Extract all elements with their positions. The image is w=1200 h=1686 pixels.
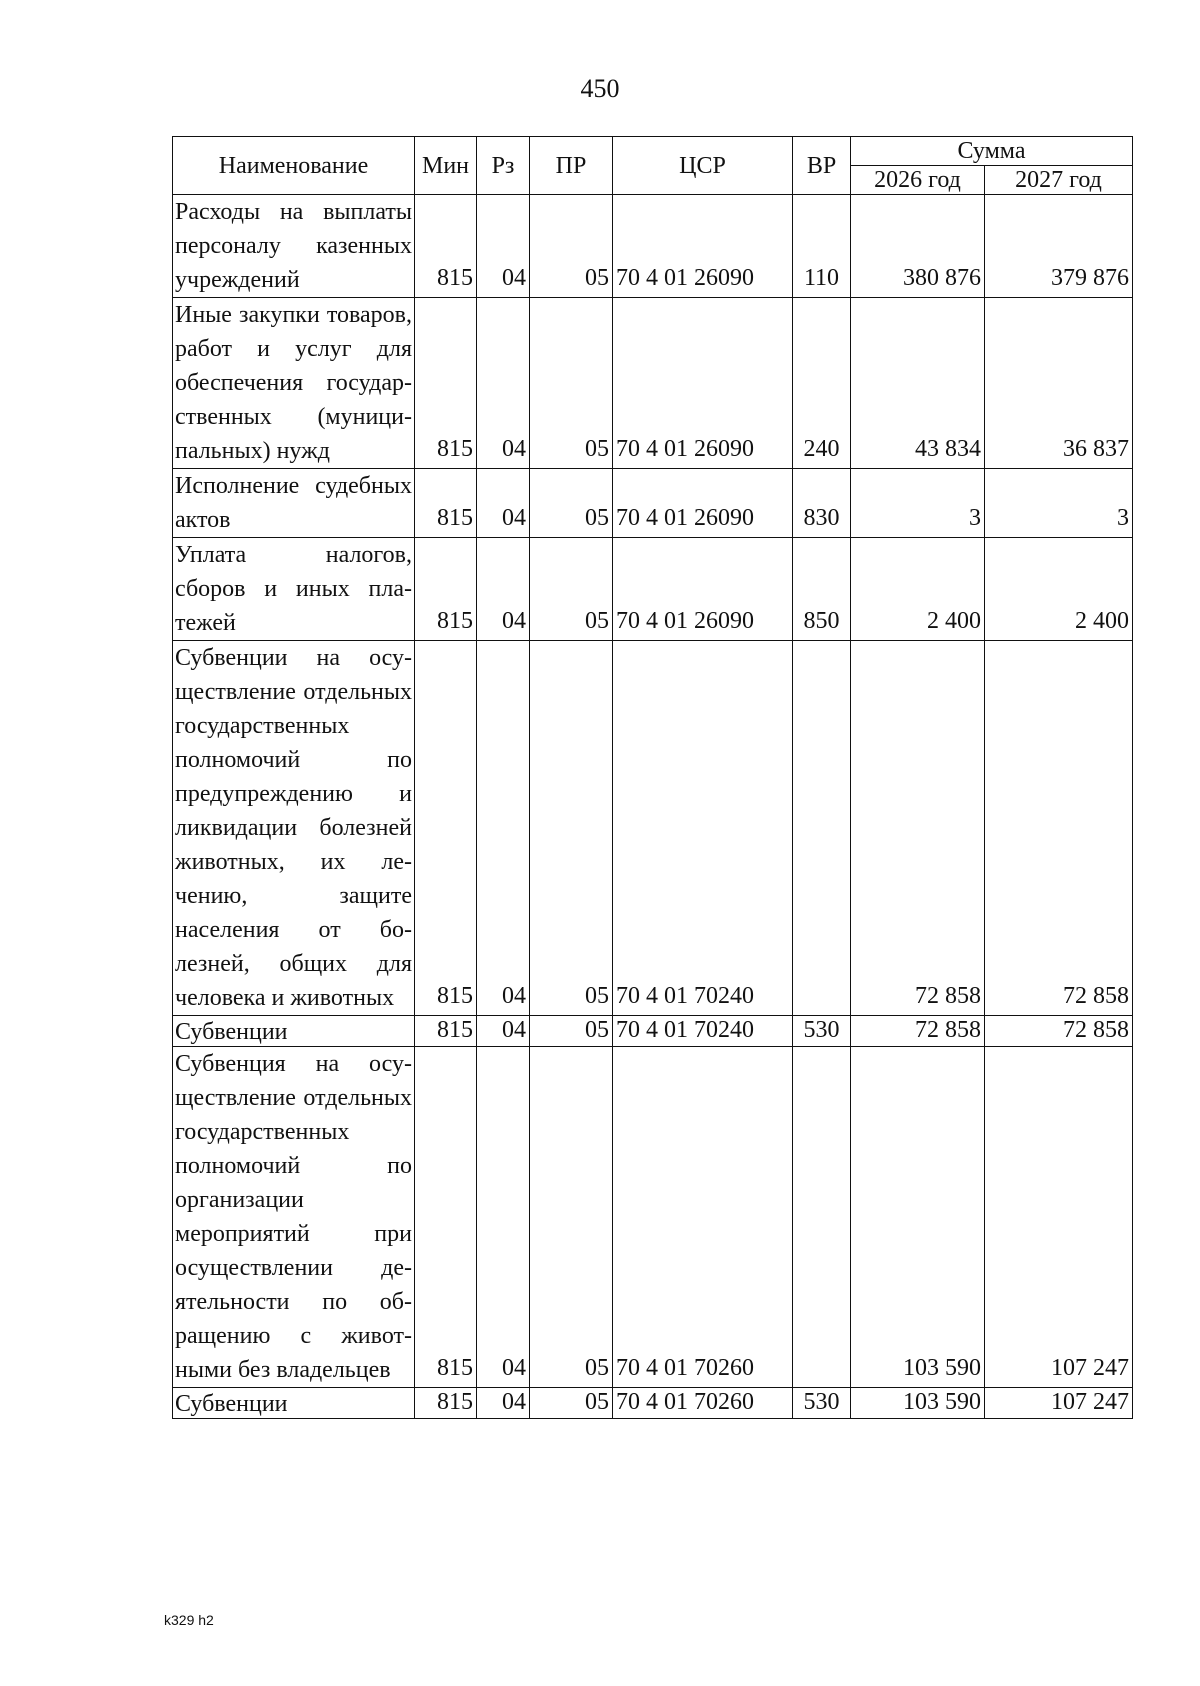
row-csr: 70 4 01 70260 bbox=[613, 1388, 793, 1419]
row-sum-2026: 380 876 bbox=[851, 195, 985, 298]
header-name: Наименование bbox=[173, 137, 415, 195]
row-sum-2027: 36 837 bbox=[985, 298, 1133, 469]
row-vr: 830 bbox=[793, 469, 851, 538]
row-vr: 530 bbox=[793, 1388, 851, 1419]
row-min: 815 bbox=[415, 1388, 477, 1419]
row-min: 815 bbox=[415, 641, 477, 1016]
table-row bbox=[173, 1047, 1133, 1388]
row-pr: 05 bbox=[530, 298, 613, 469]
row-sum-2027: 107 247 bbox=[985, 1388, 1133, 1419]
row-name: Субвенция на осуществление отдельных государственных полномочий по организации мероприятий при осуществлении деятельности по обращению с животными без владельцев bbox=[173, 1047, 415, 1388]
row-name: Иные закупки товаров, работ и услуг для обеспечения государственных (муниципальных) нужд bbox=[173, 298, 415, 469]
row-rz: 04 bbox=[477, 641, 530, 1016]
row-min: 815 bbox=[415, 469, 477, 538]
page-number: 450 bbox=[580, 74, 620, 103]
row-csr: 70 4 01 70240 bbox=[613, 1016, 793, 1047]
table-row bbox=[173, 1388, 1133, 1419]
table-row bbox=[173, 298, 1133, 469]
row-sum-2027: 2 400 bbox=[985, 538, 1133, 641]
row-sum-2027: 72 858 bbox=[985, 1016, 1133, 1047]
header-row-top bbox=[173, 137, 1133, 166]
row-pr: 05 bbox=[530, 1047, 613, 1388]
row-rz: 04 bbox=[477, 538, 530, 641]
row-sum-2026: 72 858 bbox=[851, 1016, 985, 1047]
row-name: Субвенции на осуществление отдельных государственных полномочий по предупреждению и ликвидации болезней животных, их лечению, защите населения от болезней, общих для человека и животных bbox=[173, 641, 415, 1016]
row-vr: 850 bbox=[793, 538, 851, 641]
row-name: Исполнение судебных актов bbox=[173, 469, 415, 538]
row-rz: 04 bbox=[477, 469, 530, 538]
row-sum-2027: 107 247 bbox=[985, 1047, 1133, 1388]
footer-code: k329 h2 bbox=[164, 1612, 214, 1628]
row-csr: 70 4 01 70240 bbox=[613, 641, 793, 1016]
row-rz: 04 bbox=[477, 298, 530, 469]
header-csr: ЦСР bbox=[613, 137, 793, 195]
row-sum-2026: 2 400 bbox=[851, 538, 985, 641]
row-vr bbox=[793, 1047, 851, 1388]
row-rz: 04 bbox=[477, 1388, 530, 1419]
header-vr: ВР bbox=[793, 137, 851, 195]
row-name: Уплата налогов, сборов и иных платежей bbox=[173, 538, 415, 641]
row-csr: 70 4 01 26090 bbox=[613, 298, 793, 469]
row-vr: 240 bbox=[793, 298, 851, 469]
row-min: 815 bbox=[415, 1047, 477, 1388]
header-year-2027: 2027 год bbox=[985, 166, 1133, 195]
row-vr: 110 bbox=[793, 195, 851, 298]
row-sum-2027: 379 876 bbox=[985, 195, 1133, 298]
row-rz: 04 bbox=[477, 1047, 530, 1388]
row-min: 815 bbox=[415, 1016, 477, 1047]
row-csr: 70 4 01 26090 bbox=[613, 538, 793, 641]
row-name: Расходы на выплаты персоналу казенных учреждений bbox=[173, 195, 415, 298]
row-name: Субвенции bbox=[173, 1388, 415, 1419]
row-vr: 530 bbox=[793, 1016, 851, 1047]
row-pr: 05 bbox=[530, 469, 613, 538]
row-vr bbox=[793, 641, 851, 1016]
row-rz: 04 bbox=[477, 1016, 530, 1047]
row-sum-2026: 72 858 bbox=[851, 641, 985, 1016]
row-pr: 05 bbox=[530, 538, 613, 641]
row-sum-2026: 43 834 bbox=[851, 298, 985, 469]
row-sum-2026: 103 590 bbox=[851, 1388, 985, 1419]
table-row bbox=[173, 641, 1133, 1016]
header-pr: ПР bbox=[530, 137, 613, 195]
row-csr: 70 4 01 26090 bbox=[613, 469, 793, 538]
table-row bbox=[173, 1016, 1133, 1047]
header-year-2026: 2026 год bbox=[851, 166, 985, 195]
row-min: 815 bbox=[415, 538, 477, 641]
row-sum-2027: 72 858 bbox=[985, 641, 1133, 1016]
row-min: 815 bbox=[415, 298, 477, 469]
row-pr: 05 bbox=[530, 1016, 613, 1047]
row-sum-2026: 103 590 bbox=[851, 1047, 985, 1388]
row-pr: 05 bbox=[530, 641, 613, 1016]
table-row bbox=[173, 469, 1133, 538]
header-min: Мин bbox=[415, 137, 477, 195]
row-pr: 05 bbox=[530, 195, 613, 298]
table-row bbox=[173, 538, 1133, 641]
row-sum-2026: 3 bbox=[851, 469, 985, 538]
row-csr: 70 4 01 26090 bbox=[613, 195, 793, 298]
header-sum: Сумма bbox=[851, 137, 1133, 166]
row-name: Субвенции bbox=[173, 1016, 415, 1047]
budget-table bbox=[172, 136, 1133, 1419]
row-sum-2027: 3 bbox=[985, 469, 1133, 538]
table-row bbox=[173, 195, 1133, 298]
row-pr: 05 bbox=[530, 1388, 613, 1419]
row-rz: 04 bbox=[477, 195, 530, 298]
row-min: 815 bbox=[415, 195, 477, 298]
header-rz: Рз bbox=[477, 137, 530, 195]
row-csr: 70 4 01 70260 bbox=[613, 1047, 793, 1388]
